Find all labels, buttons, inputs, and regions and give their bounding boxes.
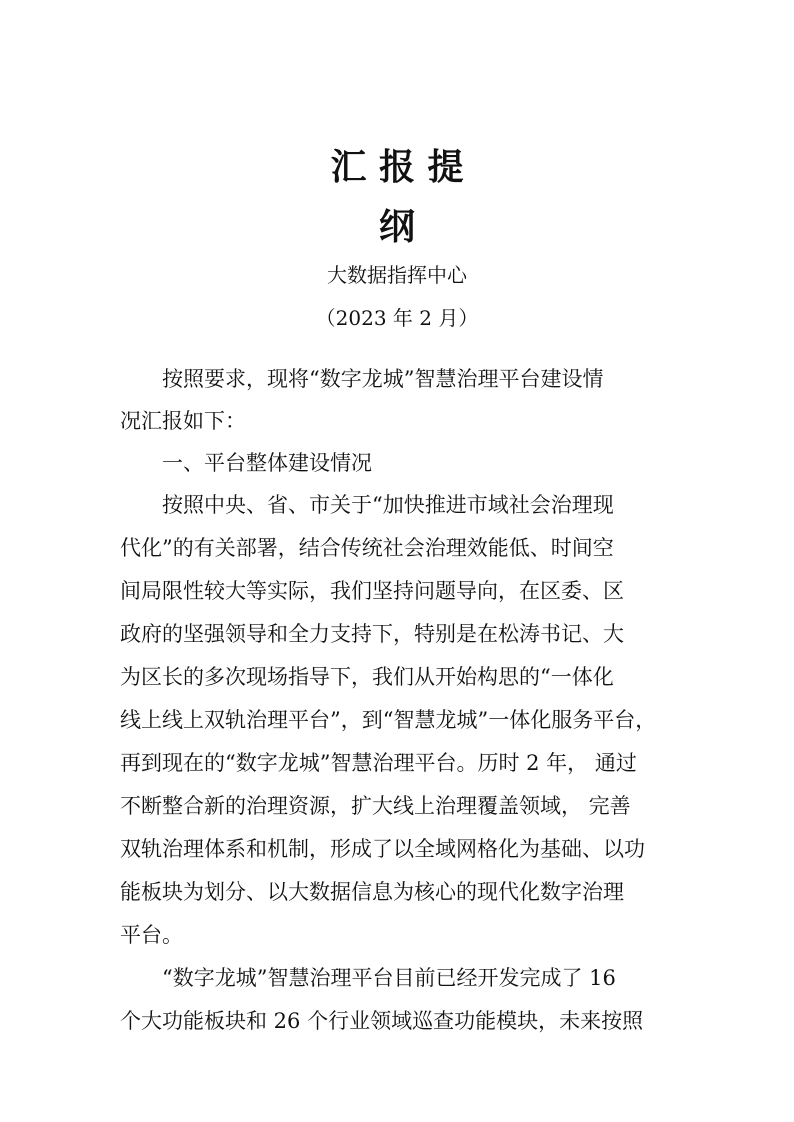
report-date: （2023 年 2 月） <box>315 306 479 330</box>
body-line: 个大功能板块和 26 个行业领域巡查功能模块，未来按照 <box>120 1009 644 1033</box>
organization-name: 大数据指挥中心 <box>327 263 467 287</box>
body-line: 平台。 <box>120 923 183 947</box>
body-line: 双轨治理体系和机制，形成了以全域网格化为基础、以功 <box>120 837 645 861</box>
body-line: 按照要求，现将“数字龙城”智慧治理平台建设情 <box>120 367 604 391</box>
document-title-line-2: 纲 <box>378 207 415 248</box>
body-line: 线上线上双轨治理平台”，到“智慧龙城”一体化服务平台， <box>120 708 657 732</box>
body-line: 政府的坚强领导和全力支持下，特别是在松涛书记、大 <box>120 622 624 646</box>
body-line: 间局限性较大等实际，我们坚持问题导向，在区委、区 <box>120 579 624 603</box>
section-heading: 一、平台整体建设情况 <box>120 451 372 475</box>
body-line: 再到现在的“数字龙城”智慧治理平台。历时 2 年， 通过 <box>120 751 637 775</box>
body-line: 能板块为划分、以大数据信息为核心的现代化数字治理 <box>120 880 624 904</box>
body-line: 代化”的有关部署，结合传统社会治理效能低、时间空 <box>120 536 614 560</box>
document-title-line-1: 汇 报 提 <box>330 147 464 188</box>
body-line: “数字龙城”智慧治理平台目前已经开发完成了 16 <box>120 966 616 990</box>
body-line: 为区长的多次现场指导下，我们从开始构思的“一体化 <box>120 665 614 689</box>
body-line: 况汇报如下： <box>120 409 246 433</box>
body-line: 不断整合新的治理资源，扩大线上治理覆盖领域， 完善 <box>120 794 631 818</box>
body-line: 按照中央、省、市关于“加快推进市域社会治理现 <box>120 493 614 517</box>
